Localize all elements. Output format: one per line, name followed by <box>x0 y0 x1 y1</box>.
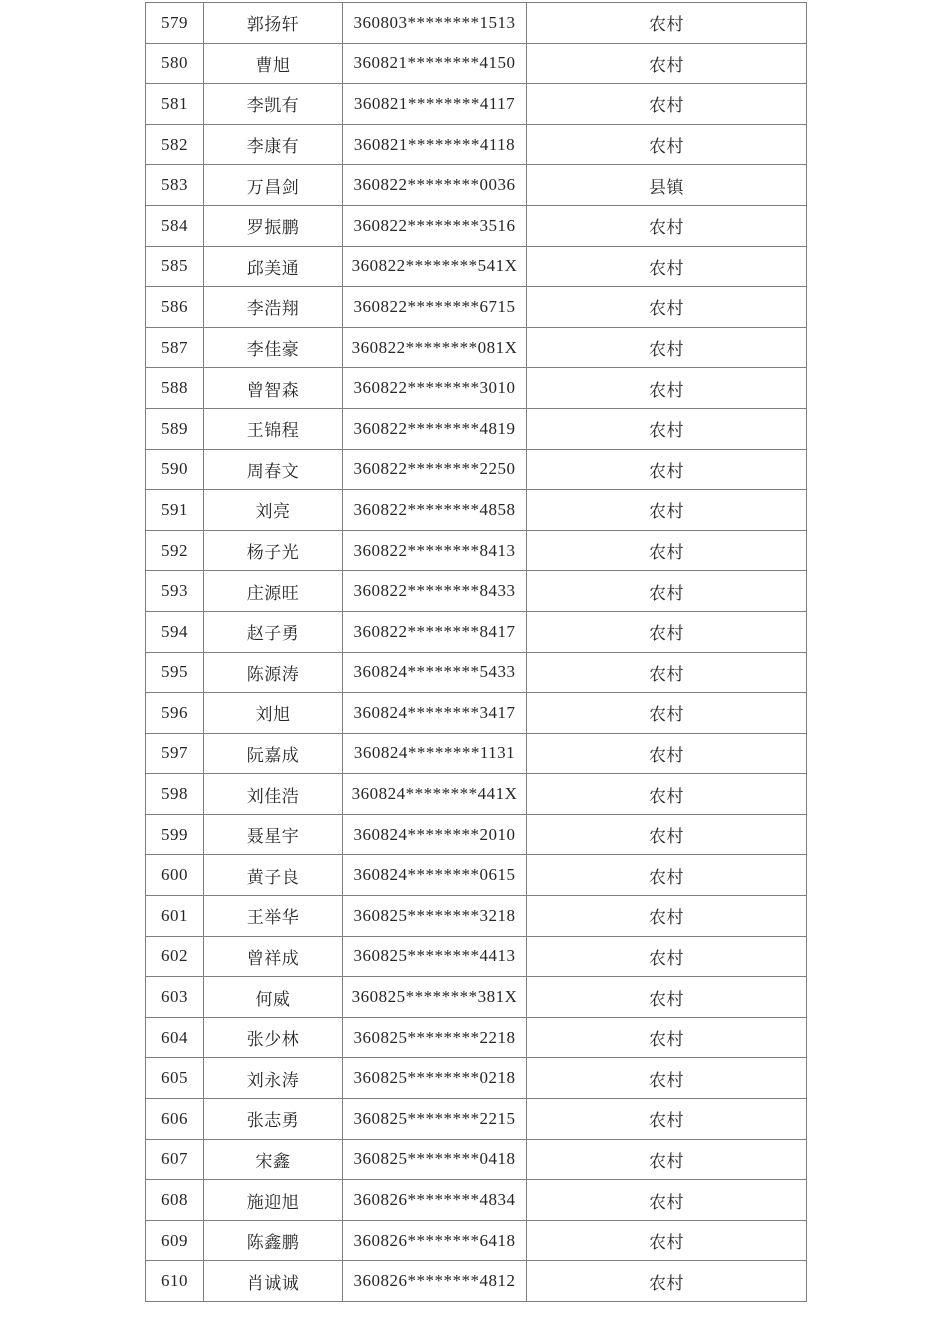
residence-type: 农村 <box>527 896 807 937</box>
row-number: 603 <box>146 977 204 1018</box>
row-number: 593 <box>146 571 204 612</box>
row-number: 606 <box>146 1099 204 1140</box>
table-row <box>146 287 807 328</box>
residence-type: 农村 <box>527 855 807 896</box>
id-number: 360825********2218 <box>343 1017 527 1058</box>
residence-type: 农村 <box>527 449 807 490</box>
table-row <box>146 408 807 449</box>
row-number: 597 <box>146 733 204 774</box>
table-row <box>146 814 807 855</box>
person-name: 张少林 <box>204 1017 343 1058</box>
table-row <box>146 1058 807 1099</box>
row-number: 605 <box>146 1058 204 1099</box>
table-row <box>146 693 807 734</box>
person-name: 李康有 <box>204 124 343 165</box>
person-name: 李浩翔 <box>204 287 343 328</box>
id-number: 360824********0615 <box>343 855 527 896</box>
row-number: 600 <box>146 855 204 896</box>
table-row <box>146 611 807 652</box>
person-name: 阮嘉成 <box>204 733 343 774</box>
row-number: 601 <box>146 896 204 937</box>
residence-type: 农村 <box>527 693 807 734</box>
row-number: 610 <box>146 1261 204 1302</box>
id-number: 360822********8417 <box>343 611 527 652</box>
table-row <box>146 1220 807 1261</box>
table-row <box>146 368 807 409</box>
row-number: 589 <box>146 408 204 449</box>
residence-type: 农村 <box>527 287 807 328</box>
residence-type: 农村 <box>527 3 807 44</box>
residence-type: 农村 <box>527 611 807 652</box>
person-name: 施迎旭 <box>204 1180 343 1221</box>
residence-type: 农村 <box>527 774 807 815</box>
id-number: 360803********1513 <box>343 3 527 44</box>
table-row <box>146 1099 807 1140</box>
row-number: 591 <box>146 490 204 531</box>
person-name: 郭扬轩 <box>204 3 343 44</box>
person-name: 万昌剑 <box>204 165 343 206</box>
residence-type: 农村 <box>527 936 807 977</box>
row-number: 594 <box>146 611 204 652</box>
residence-type: 农村 <box>527 571 807 612</box>
roster-table <box>145 2 807 1302</box>
row-number: 607 <box>146 1139 204 1180</box>
table-row <box>146 327 807 368</box>
table-row <box>146 124 807 165</box>
row-number: 590 <box>146 449 204 490</box>
id-number: 360825********3218 <box>343 896 527 937</box>
id-number: 360822********4819 <box>343 408 527 449</box>
residence-type: 农村 <box>527 1058 807 1099</box>
row-number: 580 <box>146 43 204 84</box>
table-row <box>146 1180 807 1221</box>
residence-type: 农村 <box>527 1220 807 1261</box>
table-row <box>146 84 807 125</box>
id-number: 360822********081X <box>343 327 527 368</box>
id-number: 360824********1131 <box>343 733 527 774</box>
person-name: 曾智森 <box>204 368 343 409</box>
id-number: 360822********0036 <box>343 165 527 206</box>
id-number: 360821********4150 <box>343 43 527 84</box>
id-number: 360821********4117 <box>343 84 527 125</box>
row-number: 604 <box>146 1017 204 1058</box>
residence-type: 农村 <box>527 1261 807 1302</box>
residence-type: 农村 <box>527 1099 807 1140</box>
table-row <box>146 936 807 977</box>
person-name: 王举华 <box>204 896 343 937</box>
residence-type: 农村 <box>527 205 807 246</box>
residence-type: 农村 <box>527 327 807 368</box>
id-number: 360822********6715 <box>343 287 527 328</box>
row-number: 598 <box>146 774 204 815</box>
residence-type: 县镇 <box>527 165 807 206</box>
person-name: 罗振鹏 <box>204 205 343 246</box>
row-number: 581 <box>146 84 204 125</box>
id-number: 360822********3010 <box>343 368 527 409</box>
table-row <box>146 855 807 896</box>
table-row <box>146 165 807 206</box>
row-number: 586 <box>146 287 204 328</box>
id-number: 360825********4413 <box>343 936 527 977</box>
id-number: 360824********441X <box>343 774 527 815</box>
person-name: 张志勇 <box>204 1099 343 1140</box>
row-number: 587 <box>146 327 204 368</box>
table-row <box>146 733 807 774</box>
residence-type: 农村 <box>527 814 807 855</box>
roster-body <box>146 3 807 1302</box>
row-number: 588 <box>146 368 204 409</box>
table-row <box>146 652 807 693</box>
person-name: 肖诚诚 <box>204 1261 343 1302</box>
person-name: 宋鑫 <box>204 1139 343 1180</box>
row-number: 596 <box>146 693 204 734</box>
table-row <box>146 977 807 1018</box>
id-number: 360824********2010 <box>343 814 527 855</box>
person-name: 赵子勇 <box>204 611 343 652</box>
residence-type: 农村 <box>527 1017 807 1058</box>
person-name: 陈源涛 <box>204 652 343 693</box>
residence-type: 农村 <box>527 408 807 449</box>
person-name: 李凯有 <box>204 84 343 125</box>
table-row <box>146 530 807 571</box>
id-number: 360824********5433 <box>343 652 527 693</box>
id-number: 360822********541X <box>343 246 527 287</box>
person-name: 聂星宇 <box>204 814 343 855</box>
row-number: 595 <box>146 652 204 693</box>
person-name: 刘佳浩 <box>204 774 343 815</box>
person-name: 曹旭 <box>204 43 343 84</box>
person-name: 黄子良 <box>204 855 343 896</box>
row-number: 592 <box>146 530 204 571</box>
row-number: 582 <box>146 124 204 165</box>
residence-type: 农村 <box>527 530 807 571</box>
table-row <box>146 43 807 84</box>
table-row <box>146 571 807 612</box>
table-row <box>146 246 807 287</box>
person-name: 刘亮 <box>204 490 343 531</box>
table-row <box>146 1017 807 1058</box>
table-row <box>146 3 807 44</box>
id-number: 360822********3516 <box>343 205 527 246</box>
residence-type: 农村 <box>527 246 807 287</box>
residence-type: 农村 <box>527 733 807 774</box>
row-number: 585 <box>146 246 204 287</box>
table-row <box>146 896 807 937</box>
person-name: 刘旭 <box>204 693 343 734</box>
person-name: 周春文 <box>204 449 343 490</box>
residence-type: 农村 <box>527 43 807 84</box>
person-name: 曾祥成 <box>204 936 343 977</box>
id-number: 360826********4812 <box>343 1261 527 1302</box>
residence-type: 农村 <box>527 1139 807 1180</box>
table-row <box>146 490 807 531</box>
residence-type: 农村 <box>527 124 807 165</box>
id-number: 360825********2215 <box>343 1099 527 1140</box>
person-name: 刘永涛 <box>204 1058 343 1099</box>
id-number: 360822********2250 <box>343 449 527 490</box>
row-number: 602 <box>146 936 204 977</box>
row-number: 609 <box>146 1220 204 1261</box>
id-number: 360822********4858 <box>343 490 527 531</box>
id-number: 360825********381X <box>343 977 527 1018</box>
table-row <box>146 1261 807 1302</box>
person-name: 李佳豪 <box>204 327 343 368</box>
residence-type: 农村 <box>527 84 807 125</box>
table-row <box>146 449 807 490</box>
id-number: 360826********6418 <box>343 1220 527 1261</box>
id-number: 360825********0418 <box>343 1139 527 1180</box>
residence-type: 农村 <box>527 490 807 531</box>
residence-type: 农村 <box>527 652 807 693</box>
table-row <box>146 205 807 246</box>
person-name: 杨子光 <box>204 530 343 571</box>
id-number: 360822********8433 <box>343 571 527 612</box>
id-number: 360821********4118 <box>343 124 527 165</box>
id-number: 360822********8413 <box>343 530 527 571</box>
person-name: 邱美通 <box>204 246 343 287</box>
person-name: 何威 <box>204 977 343 1018</box>
row-number: 583 <box>146 165 204 206</box>
row-number: 584 <box>146 205 204 246</box>
person-name: 陈鑫鹏 <box>204 1220 343 1261</box>
table-row <box>146 1139 807 1180</box>
row-number: 579 <box>146 3 204 44</box>
residence-type: 农村 <box>527 977 807 1018</box>
row-number: 599 <box>146 814 204 855</box>
id-number: 360824********3417 <box>343 693 527 734</box>
id-number: 360826********4834 <box>343 1180 527 1221</box>
person-name: 王锦程 <box>204 408 343 449</box>
residence-type: 农村 <box>527 368 807 409</box>
person-name: 庄源旺 <box>204 571 343 612</box>
residence-type: 农村 <box>527 1180 807 1221</box>
id-number: 360825********0218 <box>343 1058 527 1099</box>
table-row <box>146 774 807 815</box>
row-number: 608 <box>146 1180 204 1221</box>
